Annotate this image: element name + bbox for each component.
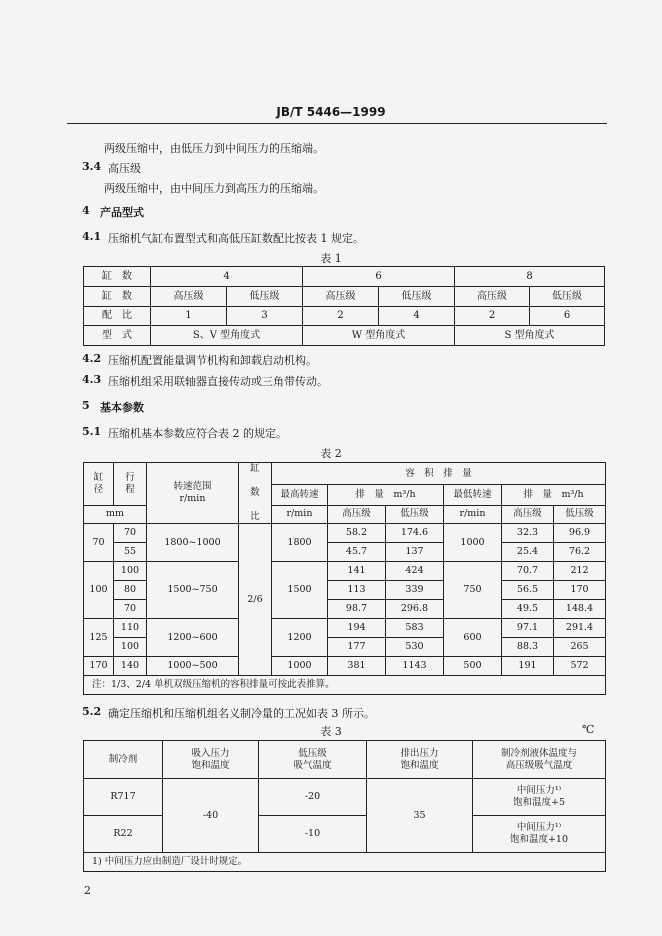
- t2-value-cell: 25.4: [502, 543, 554, 562]
- t2-stroke-cell: 100: [114, 562, 147, 581]
- t3-discharge-value: 35: [367, 779, 473, 853]
- t2-value-cell: 177: [328, 638, 386, 657]
- t2-max-speed-cell: 1200: [272, 619, 328, 657]
- section-5-2-number: 5.2: [82, 705, 102, 718]
- t2-value-cell: 45.7: [328, 543, 386, 562]
- t2-min-speed-cell: 750: [444, 562, 502, 619]
- section-4-2-text: 压缩机配置能量调节机构和卸载启动机构。: [108, 354, 317, 367]
- t2-value-cell: 32.3: [502, 524, 554, 543]
- t2-stroke-cell: 140: [114, 657, 147, 676]
- t2-speed-range-header: 转速范围 r/min: [147, 463, 239, 524]
- section-4-2-number: 4.2: [82, 352, 102, 365]
- table-1: [83, 266, 605, 346]
- t2-cylinder-ratio-header: 缸 数 比: [239, 463, 272, 524]
- t1-low-stage: 低压级: [379, 287, 455, 307]
- t2-displacement-unit: 排 量 m³/h: [502, 485, 606, 505]
- table2-caption: 表 2: [320, 447, 342, 460]
- t2-min-speed-cell: 600: [444, 619, 502, 657]
- t2-rpm-unit: r/min: [444, 505, 502, 523]
- t3-suction-pressure-header: 吸入压力 饱和温度: [163, 741, 259, 779]
- section-3-4-title: 高压级: [108, 162, 141, 175]
- paragraph-low-stage-desc: 两级压缩中，由低压力到中间压力的压缩端。: [104, 142, 324, 155]
- t2-stroke-header: 行 程: [114, 463, 147, 506]
- t2-stroke-cell: 55: [114, 543, 147, 562]
- t2-value-cell: 530: [386, 638, 444, 657]
- table-2: [83, 462, 606, 695]
- t2-max-speed-cell: 1000: [272, 657, 328, 676]
- t2-value-cell: 174.6: [386, 524, 444, 543]
- t1-row-cylinders-label: 缸 数: [84, 267, 151, 287]
- t2-value-cell: 194: [328, 619, 386, 638]
- t1-low-stage: 低压级: [227, 287, 303, 307]
- t1-high-stage: 高压级: [455, 287, 530, 307]
- t2-value-cell: 49.5: [502, 600, 554, 619]
- standard-number: JB/T 5446—1999: [276, 105, 386, 119]
- t2-value-cell: 191: [502, 657, 554, 676]
- page-number: 2: [84, 884, 91, 897]
- t2-displacement-header: 容 积 排 量: [272, 463, 606, 485]
- section-4-title: 产品型式: [100, 206, 144, 219]
- t2-value-cell: 572: [554, 657, 606, 676]
- t3-discharge-pressure-header: 排出压力 饱和温度: [367, 741, 473, 779]
- t2-value-cell: 583: [386, 619, 444, 638]
- t2-stroke-cell: 70: [114, 600, 147, 619]
- t2-value-cell: 296.8: [386, 600, 444, 619]
- paragraph-high-stage-desc: 两级压缩中，由中间压力到高压力的压缩端。: [104, 182, 324, 195]
- t2-bore-cell: 170: [84, 657, 114, 676]
- t2-value-cell: 1143: [386, 657, 444, 676]
- t2-max-speed-cell: 1800: [272, 524, 328, 562]
- t2-displacement-unit: 排 量 m³/h: [328, 485, 444, 505]
- t1-ratio-cell: 6: [530, 307, 605, 326]
- section-5-1-text: 压缩机基本参数应符合表 2 的规定。: [108, 427, 287, 440]
- t1-high-stage: 高压级: [303, 287, 379, 307]
- t2-speed-range-cell: 1200~600: [147, 619, 239, 657]
- t2-value-cell: 170: [554, 581, 606, 600]
- t1-high-stage: 高压级: [151, 287, 227, 307]
- t2-bore-header: 缸 径: [84, 463, 114, 506]
- t2-low-stage: 低压级: [386, 505, 444, 523]
- t1-type-w: W 型角度式: [303, 326, 455, 346]
- t3-low-stage-r717: -20: [259, 779, 367, 816]
- t1-ratio-cell: 2: [455, 307, 530, 326]
- t1-ratio-cell: 2: [303, 307, 379, 326]
- t2-value-cell: 381: [328, 657, 386, 676]
- t2-stroke-cell: 70: [114, 524, 147, 543]
- t2-speed-range-cell: 1800~1000: [147, 524, 239, 562]
- section-4-1-number: 4.1: [82, 230, 102, 243]
- t2-high-stage: 高压级: [328, 505, 386, 523]
- t3-liquid-r22: 中间压力¹⁾ 饱和温度+10: [473, 816, 606, 853]
- t2-value-cell: 97.1: [502, 619, 554, 638]
- t2-value-cell: 424: [386, 562, 444, 581]
- header-rule: [67, 123, 607, 124]
- t2-speed-range-cell: 1500~750: [147, 562, 239, 619]
- t1-row-stage-label: 缸 数: [84, 287, 151, 307]
- section-3-4-number: 3.4: [82, 160, 102, 173]
- t2-min-speed-header: 最低转速: [444, 485, 502, 505]
- t1-ratio-cell: 3: [227, 307, 303, 326]
- t2-value-cell: 339: [386, 581, 444, 600]
- t2-stroke-cell: 110: [114, 619, 147, 638]
- t2-rpm-unit: r/min: [272, 505, 328, 523]
- t2-value-cell: 265: [554, 638, 606, 657]
- t2-value-cell: 212: [554, 562, 606, 581]
- section-5-title: 基本参数: [100, 401, 144, 414]
- t3-footnote: 1) 中间压力应由制造厂设计时规定。: [84, 853, 606, 872]
- t2-value-cell: 141: [328, 562, 386, 581]
- t2-min-speed-cell: 500: [444, 657, 502, 676]
- t2-high-stage: 高压级: [502, 505, 554, 523]
- section-4-3-number: 4.3: [82, 373, 102, 386]
- t2-value-cell: 137: [386, 543, 444, 562]
- t2-value-cell: 96.9: [554, 524, 606, 543]
- t2-mm-unit: mm: [84, 505, 147, 523]
- t1-type-sv: S、V 型角度式: [151, 326, 303, 346]
- t3-liquid-temp-header: 制冷剂液体温度与 高压级吸气温度: [473, 741, 606, 779]
- t2-value-cell: 70.7: [502, 562, 554, 581]
- t2-value-cell: 291.4: [554, 619, 606, 638]
- t2-note: 注：1/3、2/4 单机双级压缩机的容积排量可按此表推算。: [84, 676, 606, 695]
- section-5-number: 5: [82, 399, 90, 412]
- t1-cylinders-8: 8: [455, 267, 605, 287]
- t1-cylinders-6: 6: [303, 267, 455, 287]
- t2-max-speed-cell: 1500: [272, 562, 328, 619]
- t1-low-stage: 低压级: [530, 287, 605, 307]
- t2-value-cell: 56.5: [502, 581, 554, 600]
- t3-refrigerant-r717: R717: [84, 779, 163, 816]
- t2-bore-cell: 100: [84, 562, 114, 619]
- t1-row-type-label: 型 式: [84, 326, 151, 346]
- t2-cylinder-ratio-cell: 2/6: [239, 524, 272, 676]
- section-5-1-number: 5.1: [82, 425, 102, 438]
- t1-cylinders-4: 4: [151, 267, 303, 287]
- t1-row-ratio-label: 配 比: [84, 307, 151, 326]
- t2-value-cell: 148.4: [554, 600, 606, 619]
- section-4-3-text: 压缩机组采用联轴器直接传动或三角带传动。: [108, 375, 328, 388]
- t2-bore-cell: 125: [84, 619, 114, 657]
- table3-caption: 表 3: [320, 725, 342, 738]
- t1-type-s: S 型角度式: [455, 326, 605, 346]
- t2-max-speed-header: 最高转速: [272, 485, 328, 505]
- t2-value-cell: 98.7: [328, 600, 386, 619]
- table-3: [83, 740, 606, 872]
- t2-stroke-cell: 100: [114, 638, 147, 657]
- t2-value-cell: 58.2: [328, 524, 386, 543]
- t2-value-cell: 76.2: [554, 543, 606, 562]
- section-4-number: 4: [82, 204, 90, 217]
- t3-suction-value: -40: [163, 779, 259, 853]
- t2-value-cell: 113: [328, 581, 386, 600]
- t3-refrigerant-header: 制冷剂: [84, 741, 163, 779]
- t2-min-speed-cell: 1000: [444, 524, 502, 562]
- t1-ratio-cell: 4: [379, 307, 455, 326]
- t2-stroke-cell: 80: [114, 581, 147, 600]
- t3-low-stage-header: 低压级 吸气温度: [259, 741, 367, 779]
- t2-speed-range-cell: 1000~500: [147, 657, 239, 676]
- t3-liquid-r717: 中间压力¹⁾ 饱和温度+5: [473, 779, 606, 816]
- t2-value-cell: 88.3: [502, 638, 554, 657]
- t2-low-stage: 低压级: [554, 505, 606, 523]
- t2-bore-cell: 70: [84, 524, 114, 562]
- table1-caption: 表 1: [320, 252, 342, 265]
- table3-unit-celsius: ℃: [582, 723, 595, 736]
- section-4-1-text: 压缩机气缸布置型式和高低压缸数配比按表 1 规定。: [108, 232, 364, 245]
- section-5-2-text: 确定压缩机和压缩机组名义制冷量的工况如表 3 所示。: [108, 707, 375, 720]
- t3-refrigerant-r22: R22: [84, 816, 163, 853]
- t3-low-stage-r22: -10: [259, 816, 367, 853]
- t1-ratio-cell: 1: [151, 307, 227, 326]
